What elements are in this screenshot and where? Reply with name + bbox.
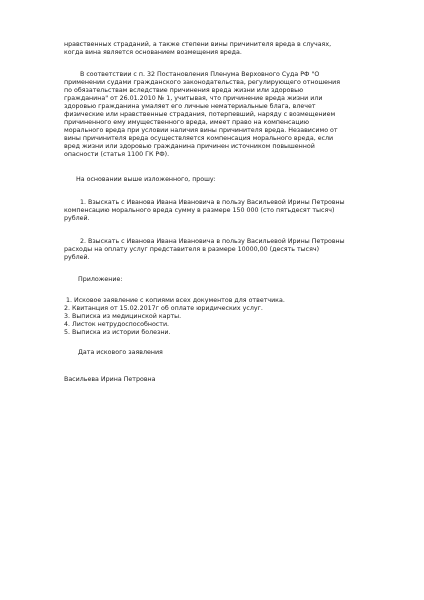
attachment-item-4: 4. Листок нетрудоспособности.	[64, 321, 170, 328]
paragraph-32-line-3: по обязательствам вследствие причинения вреда жизни или здоровью	[64, 87, 304, 94]
paragraph-32-line-9: вины причинителя вреда осуществляется компенсация морального вреда, если	[64, 135, 334, 142]
paragraph-32-line-7: причиненного ему имущественного вреда, имеет право на компенсацию	[64, 119, 310, 126]
request-2-line-3: рублей.	[64, 254, 90, 261]
attachments-heading: Приложение:	[78, 276, 123, 283]
paragraph-32-line-6: физические или нравственные страдания, потерпевший, наряду с возмещением	[64, 111, 336, 118]
paragraph-32-line-1: В соответствии с п. 32 Постановления Пленума Верховного Суда РФ "О	[80, 71, 320, 78]
request-1-line-2: компенсацию морального вреда сумму в размере 150 000 (сто пятьдесят тысяч)	[64, 207, 335, 214]
paragraph-32-line-4: гражданина" от 26.01.2010 № 1, учитывая, что причинение вреда жизни или	[64, 95, 323, 102]
request-1-line-3: рублей.	[64, 215, 90, 222]
attachment-item-3: 3. Выписка из медицинской карты.	[64, 313, 182, 320]
request-2-line-2: расходы на оплату услуг представителя в размере 10000,00 (десять тысяч)	[64, 246, 320, 253]
signature-name: Васильева Ирина Петровна	[64, 376, 156, 383]
intro-line-1: нравственных страданий, а также степени вины причинителя вреда в случаях,	[64, 41, 332, 48]
date-label: Дата искового заявления	[78, 349, 163, 356]
paragraph-32-line-10: вред жизни или здоровью гражданина причинен источником повышенной	[64, 143, 315, 150]
request-2-line-1: 2. Взыскать с Иванова Ивана Ивановича в пользу Васильевой Ирины Петровны	[80, 238, 345, 245]
intro-line-2: когда вина является основанием возмещения вреда.	[64, 49, 242, 56]
paragraph-32-line-11: опасности (статья 1100 ГК РФ).	[64, 151, 170, 158]
request-heading: На основании выше изложенного, прошу:	[76, 176, 216, 183]
paragraph-32-line-5: здоровью гражданина умаляет его личные нематериальные блага, влечет	[64, 103, 316, 110]
paragraph-32-line-2: применении судами гражданского законодательства, регулирующего отношения	[64, 79, 340, 86]
attachment-item-1: 1. Исковое заявление с копиями всех документов для ответчика.	[66, 297, 285, 304]
attachment-item-2: 2. Квитанция от 15.02.2017г об оплате юридических услуг.	[64, 305, 263, 312]
attachment-item-5: 5. Выписка из истории болезни.	[64, 329, 171, 336]
paragraph-32-line-8: морального вреда при условии наличия вины причинителя вреда. Независимо от	[64, 127, 338, 134]
request-1-line-1: 1. Взыскать с Иванова Ивана Ивановича в пользу Васильевой Ирины Петровны	[80, 199, 345, 206]
